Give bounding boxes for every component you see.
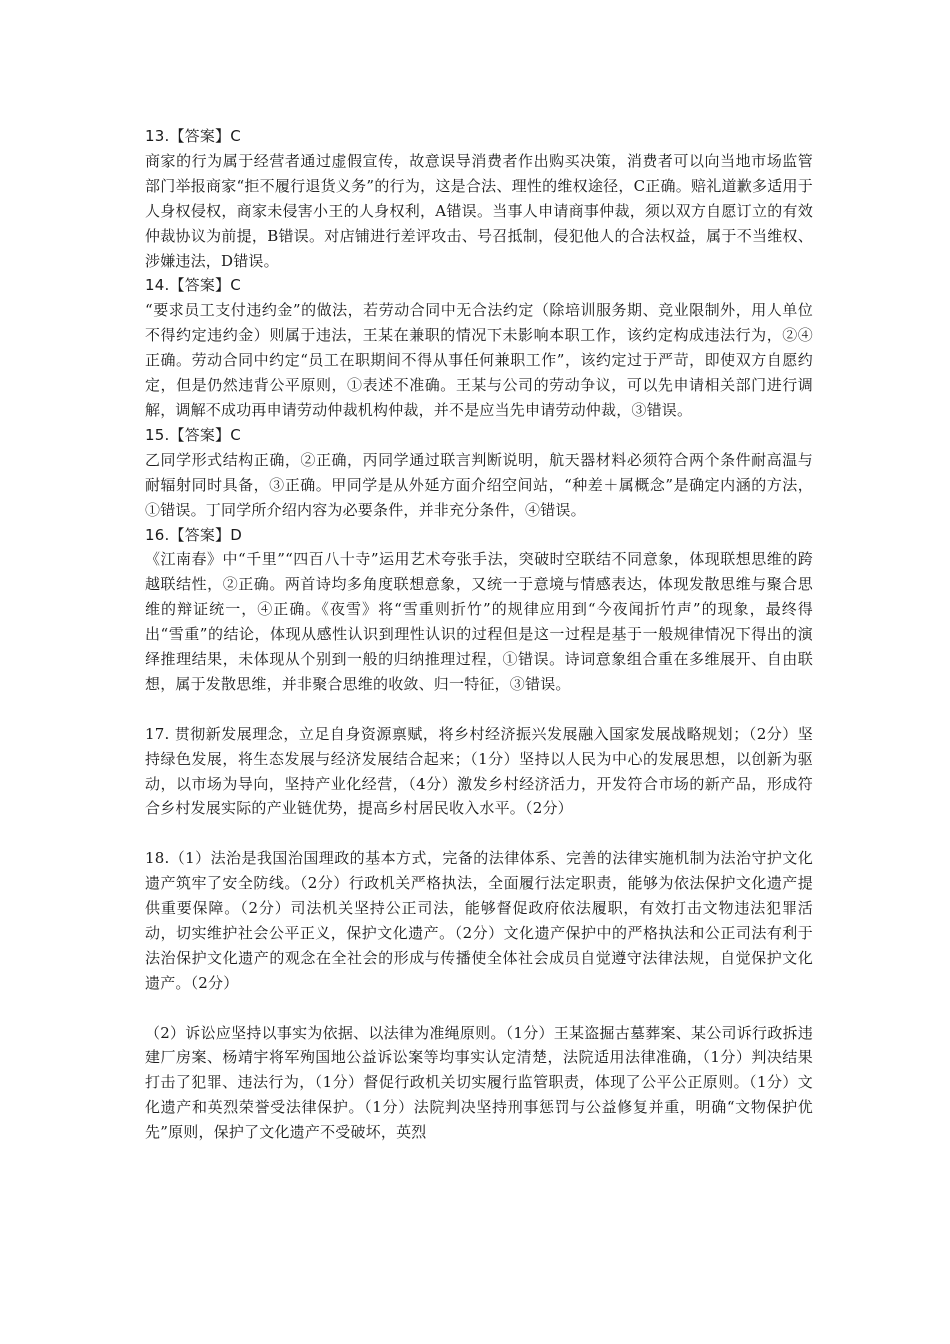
spacer bbox=[145, 697, 813, 722]
answer-18-part-1: 18.（1）法治是我国治国理政的基本方式，完备的法律体系、完善的法律实施机制为法治守护文化遗产筑牢了安全防线。（2分）行政机关严格执法，全面履行法定职责，能够为依法保护文化遗产提供重要保障。（2分）司法机关坚持公正司法，能够督促政府依法履职，有效打击文物违法犯罪活动，切实维护社会公平正义，保护文化遗产。（2分）文化遗产保护中的严格执法和公正司法有利于法治保护文化遗产的观念在全社会的形成与传播使全体社会成员自觉遵守法律法规，自觉保护文化遗产。（2分） bbox=[145, 849, 813, 992]
answer-document bbox=[145, 124, 813, 1145]
answer-17: 17. 贯彻新发展理念，立足自身资源禀赋，将乡村经济振兴发展融入国家发展战略规划；（2分）坚持绿色发展，将生态发展与经济发展结合起来；（1分）坚持以人民为中心的发展思想，以创新为驱动，以市场为导向，坚持产业化经营，（4分）激发乡村经济活力，开发符合市场的新产品，形成符合乡村发展实际的产业链优势，提高乡村居民收入水平。（2分） bbox=[145, 724, 813, 818]
answer-14-heading: 14.【答案】C bbox=[145, 276, 241, 295]
answer-13-explanation: 商家的行为属于经营者通过虚假宣传，故意误导消费者作出购买决策，消费者可以向当地市场监管部门举报商家“拒不履行退货义务”的行为，这是合法、理性的维权途径，C正确。赔礼道歉多适用于人身权侵权，商家未侵害小王的人身权利，A错误。当事人申请商事仲裁，须以双方自愿订立的有效仲裁协议为前提，B错误。对店铺进行差评攻击、号召抵制，侵犯他人的合法权益，属于不当维权、涉嫌违法，D错误。 bbox=[145, 151, 813, 270]
answer-16 bbox=[145, 523, 813, 697]
answer-16-explanation: 《江南春》中“千里”“四百八十寺”运用艺术夸张手法，突破时空联结不同意象，体现联想思维的跨越联结性，②正确。两首诗均多角度联想意象，又统一于意境与情感表达，体现发散思维与聚合思维的辩证统一，④正确。《夜雪》将“雪重则折竹”的规律应用到“今夜闻折竹声”的现象，最终得出“雪重”的结论，体现从感性认识到理性认识的过程但是这一过程是基于一般规律情况下得出的演绎推理结果，未体现从个别到一般的归纳推理过程，①错误。诗词意象组合重在多维展开、自由联想，属于发散思维，并非聚合思维的收敛、归一特征，③错误。 bbox=[145, 550, 813, 693]
answer-13-heading: 13.【答案】C bbox=[145, 127, 241, 145]
spacer bbox=[145, 821, 813, 846]
answer-15-explanation: 乙同学形式结构正确，②正确，丙同学通过联言判断说明，航天器材料必须符合两个条件耐高温与耐辐射同时具备，③正确。甲同学是从外延方面介绍空间站，“种差＋属概念”是确定内涵的方法，①错误。丁同学所介绍内容为必要条件，并非充分条件，④错误。 bbox=[145, 450, 813, 519]
spacer bbox=[145, 996, 813, 1021]
answer-15 bbox=[145, 423, 813, 523]
answer-18-part-2: （2）诉讼应坚持以事实为依据、以法律为准绳原则。（1分）王某盗掘古墓葬案、某公司诉行政拆违建厂房案、杨靖宇将军殉国地公益诉讼案等均事实认定清楚，法院适用法律准确，（1分）判决结果打击了犯罪、违法行为，（1分）督促行政机关切实履行监管职责，体现了公平公正原则。（1分）文化遗产和英烈荣誉受法律保护。（1分）法院判决坚持刑事惩罚与公益修复并重，明确“文物保护优先”原则，保护了文化遗产不受破坏，英烈 bbox=[145, 1023, 813, 1142]
answer-15-heading: 15.【答案】C bbox=[145, 425, 241, 444]
answer-13 bbox=[145, 124, 813, 273]
answer-14-explanation: “要求员工支付违约金”的做法，若劳动合同中无合法约定（除培训服务期、竞业限制外，用人单位不得约定违约金）则属于违法，王某在兼职的情况下未影响本职工作，该约定构成违法行为，②④正确。劳动合同中约定“员工在职期间不得从事任何兼职工作”，该约定过于严苛，即使双方自愿约定，但是仍然违背公平原则，①表述不准确。王某与公司的劳动争议，可以先申请相关部门进行调解，调解不成功再申请劳动仲裁机构仲裁，并不是应当先申请劳动仲裁，③错误。 bbox=[145, 301, 813, 419]
answer-16-heading: 16.【答案】D bbox=[145, 525, 243, 544]
answer-14 bbox=[145, 273, 813, 422]
